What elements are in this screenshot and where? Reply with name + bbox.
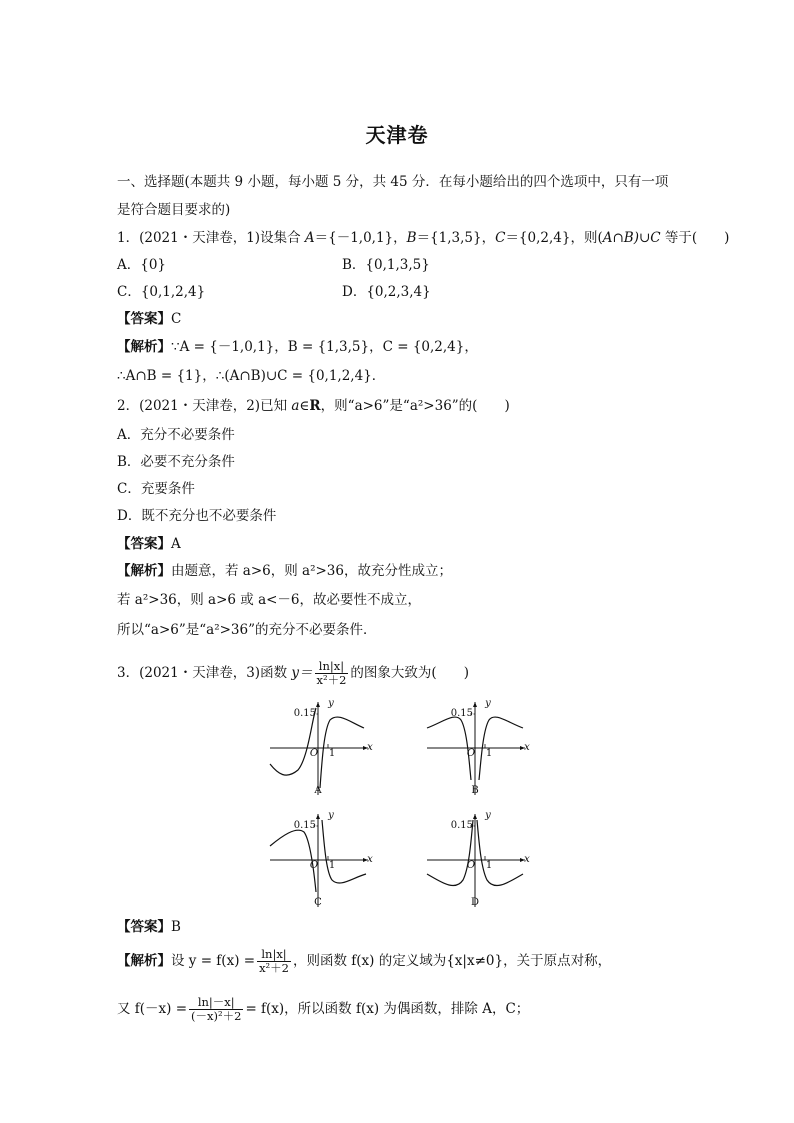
section-heading-line1: 一、选择题(本题共 9 小题，每小题 5 分，共 45 分．在每小题给出的四个选项中，只有一项: [117, 174, 669, 190]
q3-fraction-den: x²＋2: [316, 673, 347, 687]
q1-set-a: A: [304, 230, 315, 246]
q2-suffix: ”的( ): [451, 398, 510, 414]
graph-d-label: D: [470, 897, 480, 908]
q1-answer: [117, 310, 181, 328]
q3-analysis-line2: [117, 996, 529, 1023]
q1-answer-label: 【答案】: [117, 311, 171, 327]
q3-answer: [117, 918, 181, 936]
q3-analysis-line1: [117, 948, 611, 975]
graph-c: [268, 812, 398, 912]
graph-b-axis-y: y: [485, 698, 491, 709]
q2-stem-prefix: 2．(2021・天津卷，2)已知: [117, 398, 292, 414]
q3-analysis-fraction2: [189, 996, 243, 1023]
q2-stem: [117, 397, 510, 415]
q1-set-b: B: [406, 230, 417, 246]
q1-eq3: ＝{0,2,4}，则(: [505, 230, 603, 246]
q3-analysis-text1b: ，则函数 f(x) 的定义域为{x|x≠0}，关于原点对称，: [292, 953, 612, 969]
q3-analysis-num2: ln|－x|: [189, 996, 243, 1010]
q2-analysis-label: 【解析】: [117, 563, 171, 579]
section-heading-line2: 是符合题目要求的): [117, 202, 231, 218]
page-title: 天津卷: [365, 123, 429, 147]
graph-d-axis-y: y: [485, 810, 491, 821]
q3-analysis-den2: (－x)²＋2: [191, 1009, 242, 1023]
graph-a-origin: O: [309, 748, 319, 759]
q3-answer-value: B: [171, 919, 181, 935]
q3-analysis-num1: ln|x|: [257, 948, 291, 962]
q1-analysis-label: 【解析】: [117, 339, 171, 355]
q2-real-set: R: [309, 398, 321, 414]
graph-a: [268, 700, 398, 800]
q2-answer: [117, 535, 181, 553]
graph-a-tick-y: 0.15: [293, 708, 316, 719]
q1-eq1: ＝{－1,0,1}，: [314, 230, 407, 246]
q1-option-c: C．{0,1,2,4}: [117, 284, 206, 300]
graph-a-tick-x: 1: [328, 748, 336, 759]
graph-d-tick-y: 0.15: [450, 820, 473, 831]
q1-analysis-text1: ∵A = {－1,0,1}，B = {1,3,5}，C = {0,2,4}，: [171, 339, 478, 355]
q1-option-d: D．{0,2,3,4}: [342, 284, 431, 300]
q2-option-d: D．既不充分也不必要条件: [117, 508, 277, 524]
q3-analysis-text2b: = f(x)，所以函数 f(x) 为偶函数，排除 A，C；: [245, 1001, 530, 1017]
graph-a-label: A: [314, 785, 322, 796]
q2-mid2: ”是“: [382, 398, 410, 414]
q1-stem: [117, 229, 729, 247]
q3-analysis-den1: x²＋2: [259, 961, 289, 975]
graph-b-tick-x: 1: [485, 748, 493, 759]
graph-d: [425, 812, 555, 912]
graph-c-axis-x: x: [367, 854, 373, 865]
q1-stem-prefix: 1．(2021・天津卷，1)设集合: [117, 230, 305, 246]
q3-suffix: 的图象大致为( ): [350, 665, 469, 681]
q1-set-c: C: [495, 230, 506, 246]
q1-analysis-line2: ∴A∩B = {1}，∴(A∩B)∪C = {0,1,2,4}．: [117, 368, 386, 384]
graph-d-tick-x: 1: [485, 860, 493, 871]
q2-analysis-line3: 所以“a>6”是“a²>36”的充分不必要条件．: [117, 622, 377, 638]
graph-c-tick-y: 0.15: [293, 820, 316, 831]
q1-analysis-line1: [117, 338, 478, 356]
q2-stem-mid: ，则“: [320, 398, 355, 414]
graph-a-axis-y: y: [328, 698, 334, 709]
graph-d-origin: O: [466, 860, 476, 871]
graph-c-tick-x: 1: [328, 860, 336, 871]
graph-b: [425, 700, 555, 800]
graph-b-origin: O: [466, 748, 476, 759]
q3-analysis-text2a: 又 f(－x) =: [117, 1001, 188, 1017]
q2-analysis-line2: 若 a²>36，则 a>6 或 a<－6，故必要性不成立，: [117, 592, 422, 608]
q2-analysis-text1: 由题意，若 a>6，则 a²>36，故充分性成立；: [171, 563, 452, 579]
q2-option-a: A．充分不必要条件: [117, 427, 235, 443]
q3-fraction: [315, 660, 349, 687]
q1-expr: A∩B)∪C: [602, 230, 661, 246]
q2-cond2: a²>36: [409, 398, 452, 414]
q3-analysis-text1a: 设 y = f(x) =: [171, 953, 256, 969]
q2-cond1: a>6: [354, 398, 383, 414]
graph-d-axis-x: x: [524, 854, 530, 865]
q1-answer-value: C: [171, 311, 182, 327]
q3-analysis-fraction1: [257, 948, 291, 975]
q2-var: a: [291, 398, 300, 414]
q3-answer-label: 【答案】: [117, 919, 171, 935]
q2-answer-label: 【答案】: [117, 536, 171, 552]
q1-option-b: B．{0,1,3,5}: [342, 257, 430, 273]
graph-c-origin: O: [309, 860, 319, 871]
q2-option-b: B．必要不充分条件: [117, 454, 235, 470]
q2-analysis-line1: [117, 562, 452, 580]
q1-eq2: ＝{1,3,5}，: [416, 230, 496, 246]
q2-answer-value: A: [171, 536, 181, 552]
graph-c-axis-y: y: [328, 810, 334, 821]
graph-b-tick-y: 0.15: [450, 708, 473, 719]
graph-b-axis-x: x: [524, 742, 530, 753]
graph-b-label: B: [471, 785, 479, 796]
q3-y-eq: y＝: [291, 665, 313, 681]
q1-option-a: A．{0}: [117, 257, 167, 273]
q3-stem-prefix: 3．(2021・天津卷，3)函数: [117, 665, 292, 681]
q2-in: ∈: [299, 398, 310, 414]
q1-suffix: 等于( ): [660, 230, 730, 246]
q3-analysis-label: 【解析】: [117, 953, 171, 969]
q3-fraction-num: ln|x|: [315, 660, 349, 674]
graph-a-axis-x: x: [367, 742, 373, 753]
graph-c-label: C: [314, 897, 322, 908]
q3-stem: [117, 660, 469, 687]
q2-option-c: C．充要条件: [117, 481, 195, 497]
